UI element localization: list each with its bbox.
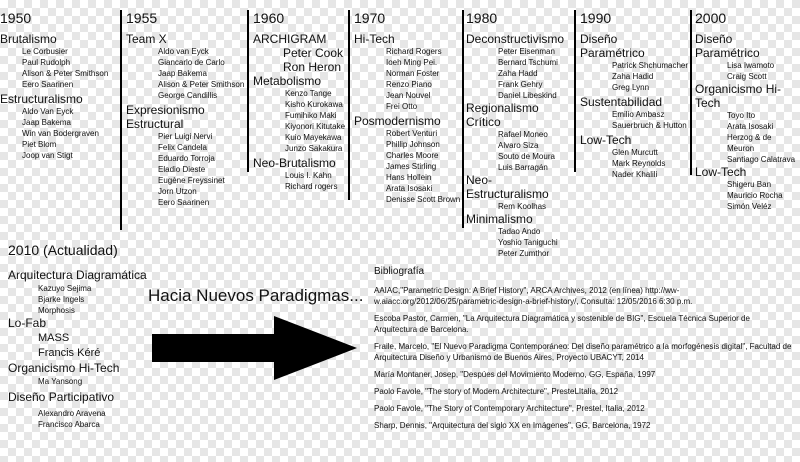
bibliography-entry: María Montaner, Josep, "Despúes del Movimiento Moderno, GG, España, 1997 xyxy=(374,370,656,379)
movement-title: Minimalismo xyxy=(466,212,533,226)
movement-member: Ron Heron xyxy=(283,60,342,74)
architect-name: Joop van Stigt xyxy=(22,151,73,160)
movement-title: Lo-Fab xyxy=(8,316,47,330)
movement-title: Diseño Participativo xyxy=(8,390,115,404)
movement-title: Sustentabilidad xyxy=(580,95,663,109)
architect-name: Rem Koolhas xyxy=(498,202,547,211)
architect-name: Le Corbusier xyxy=(22,47,68,56)
architect-name: Emilio Ambasz xyxy=(612,110,665,119)
architect-name: Paul Rudolph xyxy=(22,58,71,67)
movement-title: Organicismo Hi-Tech xyxy=(695,82,782,110)
architect-name: Rafael Moneo xyxy=(498,130,548,139)
architect-name: Aldo van Eyck xyxy=(158,47,209,56)
timeline-divider xyxy=(247,10,249,172)
timeline-column-1955 xyxy=(126,10,246,208)
architect-name: Frank Gehry xyxy=(498,80,543,89)
timeline-divider xyxy=(574,10,576,172)
year-heading: 1960 xyxy=(253,10,285,26)
bibliography-entry: Paolo Favole, "The Story of Contemporary Architecture", Prestel, Italia, 2012 xyxy=(374,404,645,413)
architect-name: Daniel Libeskind xyxy=(498,91,557,100)
timeline-divider xyxy=(120,10,122,230)
architect-name: Patrick Shchumacher xyxy=(612,61,689,70)
architect-name: Mauricio Rocha xyxy=(727,191,783,200)
tagline: Hacia Nuevos Paradigmas... xyxy=(148,286,364,305)
architect-name: Eero Saarinen xyxy=(158,198,210,207)
architect-name: Jorn Utzon xyxy=(158,187,197,196)
architect-name: Hans Hollein xyxy=(386,173,432,182)
architect-name: Alison & Peter Smithson xyxy=(22,69,109,78)
recent-section xyxy=(8,242,147,430)
movement-title: Hi-Tech xyxy=(354,32,395,46)
architect-name: Kazuyo Sejima xyxy=(38,284,92,293)
timeline-column-1970 xyxy=(354,10,462,205)
movement-title: Team X xyxy=(126,32,167,46)
movement-title: Metabolismo xyxy=(253,74,322,88)
movement-title: Regionalismo Crítico xyxy=(466,101,539,129)
architect-name: Morphosis xyxy=(38,306,75,315)
movement-title: Deconstructivismo xyxy=(466,32,565,46)
architect-name: Alexandro Aravena xyxy=(38,409,106,418)
movement-title: Estructuralismo xyxy=(0,92,83,106)
architect-name: Mark Reynolds xyxy=(612,159,666,168)
bibliography-title: Bibliografía xyxy=(374,266,425,277)
architect-name: Phillip Johnson xyxy=(386,140,440,149)
architect-name: Eero Saarinen xyxy=(22,80,74,89)
architect-name: Craig Scott xyxy=(727,72,767,81)
architect-name: Sauerbruch & Hutton xyxy=(612,121,687,130)
architect-name: Bjarke Ingels xyxy=(38,295,85,304)
architect-name: Toyo Ito xyxy=(727,111,756,120)
bibliography-entry: AAIAC,"Parametric Design: A Brief History", ARCA Archives, 2012 (en línea) http://ww-w.aiacc.org/2012/06/25/parametric-design-a-brief-history/, Consulta: 12/05/2016 6:30 p.m. xyxy=(374,286,693,306)
architect-name: Denisse Scott Brown xyxy=(386,195,461,204)
architect-name: Kenzo Tange xyxy=(285,89,332,98)
architect-name: James Stirling xyxy=(386,162,437,171)
architect-name: Eladio Dieste xyxy=(158,165,206,174)
architect-name: Robert Venturi xyxy=(386,129,438,138)
architect-name: Luis Barragán xyxy=(498,163,548,172)
architect-name: Alison & Peter Smithson xyxy=(158,80,245,89)
movement-title: Neo-Estructuralismo xyxy=(466,173,549,201)
movement-title: Posmodernismo xyxy=(354,114,441,128)
movement-title: Diseño Paramétrico xyxy=(695,32,760,60)
year-heading: 1950 xyxy=(0,10,32,26)
architect-name: Yoshio Taniguchi xyxy=(498,238,558,247)
architect-name: Alvaro Siza xyxy=(498,141,539,150)
year-heading: 1980 xyxy=(466,10,498,26)
timeline-column-1980 xyxy=(466,10,574,259)
timeline-column-2000 xyxy=(695,10,799,212)
movement-title: Arquitectura Diagramática xyxy=(8,268,147,282)
architect-name: Nader Khalili xyxy=(612,170,658,179)
timeline-divider xyxy=(462,10,464,228)
right-arrow-icon xyxy=(152,316,357,380)
architect-name: Jean Nouvel xyxy=(386,91,431,100)
movement-title: Diseño Paramétrico xyxy=(580,32,645,60)
year-heading: 2010 (Actualidad) xyxy=(8,242,118,258)
architect-name: Peter Eisenman xyxy=(498,47,555,56)
movement-title: Low-Tech xyxy=(695,165,747,179)
architect-name: Herzog & de Meuron xyxy=(727,133,772,153)
year-heading: 2000 xyxy=(695,10,727,26)
year-heading: 1955 xyxy=(126,10,158,26)
year-heading: 1970 xyxy=(354,10,386,26)
architect-name: Eugène Freyssinet xyxy=(158,176,225,185)
architect-name: Arata Isosaki xyxy=(386,184,433,193)
movement-title: Low-Tech xyxy=(580,133,632,147)
architect-name: Jaap Bakema xyxy=(22,118,71,127)
architect-name: Greg Lynn xyxy=(612,83,650,92)
bibliography-entry: Sharp, Dennis, "Arquitectura del siglo XX en Imágenes", GG, Barcelona, 1972 xyxy=(374,421,651,430)
bibliography-entry: Paolo Favole, "The story of Modern Architecture", PresteLItalia, 2012 xyxy=(374,387,619,396)
movement-title: Expresionismo Estructural xyxy=(126,103,205,131)
timeline-divider xyxy=(690,10,692,175)
timeline-column-1960 xyxy=(253,10,347,192)
bibliography-entry: Fraile, Marcelo, "El Nuevo Paradigma Contemporáneo: Del diseño paramétrico a la morfogénesis digital", Facultad de Arquitectura Diseño y Urbanismo de Buenos Aires, Proyecto UBACYT, 2014 xyxy=(374,342,792,362)
architect-name: Junzo Sakakura xyxy=(285,144,343,153)
architect-name: Lisa Iwamoto xyxy=(727,61,775,70)
architect-name: Fumihiko Maki xyxy=(285,111,337,120)
architect-name: Peter Zumthor xyxy=(498,249,550,258)
timeline-column-1990 xyxy=(580,10,690,180)
architect-name: Giancarlo de Carlo xyxy=(158,58,225,67)
architect-name: Pier Luigi Nervi xyxy=(158,132,213,141)
timeline-column-1950 xyxy=(0,10,118,161)
architect-name: Santiago Calatrava xyxy=(727,155,796,164)
movement-member: Peter Cook xyxy=(283,46,344,60)
architect-name: Frei Otto xyxy=(386,102,418,111)
architect-name: Souto de Moura xyxy=(498,152,555,161)
architect-name: Simón Veléz xyxy=(727,202,772,211)
architect-name: Francisco Abarca xyxy=(38,420,100,429)
architect-name: Piet Blom xyxy=(22,140,57,149)
architect-name: Francis Kéré xyxy=(38,347,101,359)
bibliography xyxy=(374,266,794,437)
architect-name: Win van Bodergraven xyxy=(22,129,99,138)
architect-name: Ioeh Ming Pei. xyxy=(386,58,438,67)
architect-name: Jaap Bakema xyxy=(158,69,207,78)
architect-name: Tadao Ando xyxy=(498,227,541,236)
architect-name: Kiyonori Kitutake xyxy=(285,122,346,131)
architect-name: Richard rogers xyxy=(285,182,338,191)
timeline-divider xyxy=(348,10,350,200)
architect-name: MASS xyxy=(38,332,70,344)
architect-name: Kuio Mayekawa xyxy=(285,133,342,142)
architect-name: Richard Rogers xyxy=(386,47,442,56)
architect-name: Eduardo Torroja xyxy=(158,154,215,163)
architect-name: Arata Isosaki xyxy=(727,122,774,131)
architect-name: Renzo Piano xyxy=(386,80,432,89)
architect-name: George Candillis xyxy=(158,91,218,100)
architect-name: Aldo Van Eyck xyxy=(22,107,74,116)
architect-name: Norman Foster xyxy=(386,69,440,78)
architect-name: Charles Moore xyxy=(386,151,439,160)
movement-title: ARCHIGRAM xyxy=(253,32,327,46)
architect-name: Shigeru Ban xyxy=(727,180,772,189)
bibliography-entry: Escoba Pastor, Carmen, "La Arquitectura Diagramática y sostenible de BIG", Escuela Técnica Superior de Arquitectura de Barcelona. xyxy=(374,314,750,334)
architect-name: Bernard Tschumi xyxy=(498,58,558,67)
architect-name: Zaha Hadd xyxy=(498,69,538,78)
architect-name: Louis I. Kahn xyxy=(285,171,332,180)
architect-name: Kisho Kurokawa xyxy=(285,100,343,109)
architect-name: Zaha Hadid xyxy=(612,72,654,81)
architect-name: Ma Yansong xyxy=(38,377,83,386)
year-heading: 1990 xyxy=(580,10,612,26)
movement-title: Neo-Brutalismo xyxy=(253,156,336,170)
architect-name: Felix Candela xyxy=(158,143,207,152)
movement-title: Organicismo Hi-Tech xyxy=(8,361,120,375)
architect-name: Glen Murcutt xyxy=(612,148,658,157)
movement-title: Brutalismo xyxy=(0,32,57,46)
